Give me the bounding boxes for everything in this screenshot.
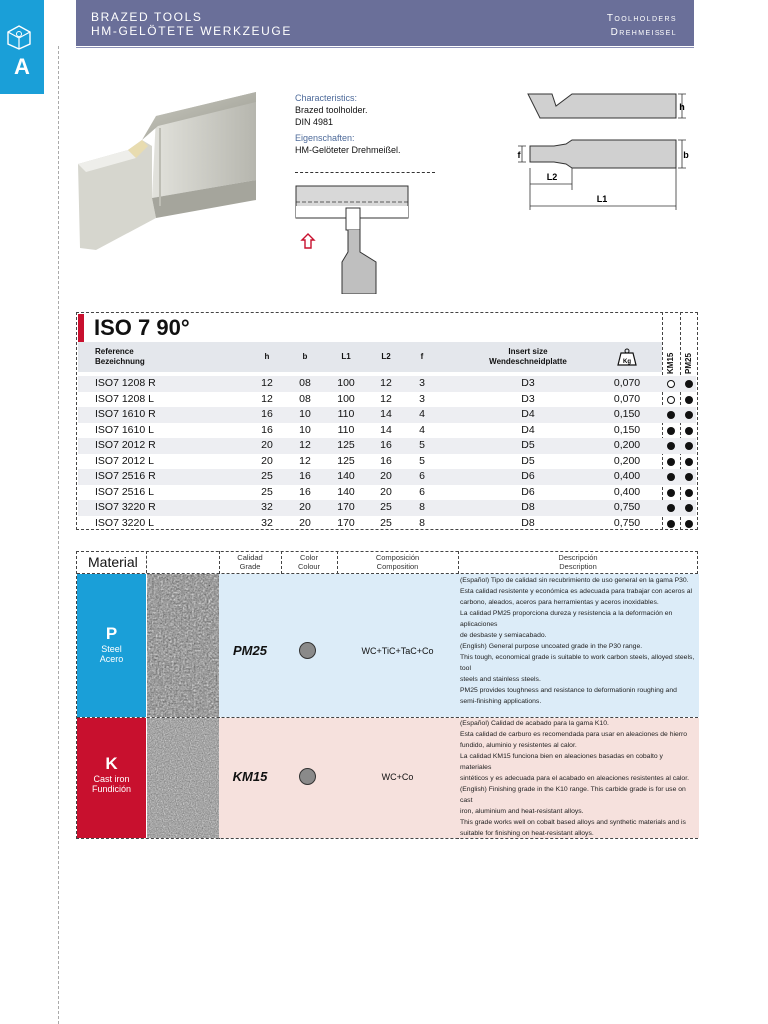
material-name-es: Fundición: [91, 784, 132, 794]
cell-l1: 125: [337, 454, 355, 467]
cell-b: 10: [299, 408, 311, 420]
cell-ref: ISO7 1208 L: [95, 392, 154, 405]
cell-l2: 25: [380, 501, 392, 513]
description-line: carbono, aleados, aceros para herramientas y aceros inoxidables.: [460, 599, 659, 606]
cell-weight: 0,750: [613, 516, 641, 529]
cell-ref: ISO7 2012 R: [95, 439, 156, 451]
cell-weight: 0,400: [613, 470, 641, 482]
cell-ref: ISO7 3220 R: [95, 501, 156, 513]
mh-composition-es: Composición: [375, 553, 420, 562]
cell-h: 25: [261, 485, 273, 498]
cell-insert: D6: [521, 470, 535, 482]
characteristics-line-1: Brazed toolholder.: [295, 105, 368, 115]
cell-weight: 0,150: [613, 423, 641, 436]
table-row: [78, 438, 696, 454]
page-header: [76, 0, 694, 46]
cell-h: 20: [261, 439, 273, 451]
cell-insert: D5: [521, 439, 535, 451]
header-category-en: Toolholders: [606, 13, 677, 24]
mh-composition-en: Composition: [376, 562, 419, 571]
cell-weight: 0,200: [613, 439, 641, 451]
margin-guide: [58, 46, 59, 1024]
dim-l1-label: L1: [596, 194, 608, 204]
pm25-availability-dot: [685, 520, 693, 528]
cell-h: 12: [261, 392, 273, 405]
cell-l2: 16: [380, 454, 392, 467]
pm25-availability-dot: [685, 380, 693, 388]
description-line: (Español) Calidad de acabado para la gama K10.: [460, 720, 609, 727]
cell-l1: 100: [337, 377, 355, 389]
header-category-de: Drehmeißel: [610, 27, 677, 38]
machining-diagram: [292, 182, 412, 294]
cell-l2: 16: [380, 439, 392, 451]
cell-f: 5: [419, 439, 425, 451]
cell-f: 3: [419, 377, 425, 389]
cell-l1: 140: [337, 470, 355, 482]
grade-pm25: PM25: [233, 643, 267, 658]
cell-ref: ISO7 3220 L: [95, 516, 154, 529]
table-row: [78, 516, 696, 532]
mh-grade-es: Calidad: [237, 553, 263, 562]
characteristics-rule: [295, 172, 435, 173]
table-row: [78, 500, 696, 516]
cell-ref: ISO7 1610 R: [95, 408, 156, 420]
material-name-en: Steel: [101, 644, 122, 654]
characteristics-line-2: DIN 4981: [295, 117, 334, 127]
th-h: h: [264, 352, 270, 361]
cast-iron-microstructure-texture: [147, 718, 219, 838]
th-km15: KM15: [666, 352, 675, 374]
th-insert-de: Wendeschneidplatte: [489, 357, 567, 366]
title-accent: [78, 314, 84, 342]
description-line: Esta calidad resistente y económica es adecuada para trabajar con aceros al: [460, 588, 692, 595]
table-row: [78, 454, 696, 470]
cell-insert: D4: [521, 408, 535, 420]
cell-weight: 0,750: [613, 501, 641, 513]
table-row: [78, 407, 696, 423]
steel-microstructure-texture: [147, 574, 219, 717]
km15-availability-dot: [667, 458, 675, 466]
mh-colour: [281, 553, 337, 571]
mh-grade: [219, 553, 281, 571]
characteristics: [295, 92, 435, 156]
description-line: sintéticos y es adecuada para el acabado en aleaciones resistentes al calor.: [460, 775, 689, 782]
cell-weight: 0,400: [613, 485, 641, 498]
dim-f-label: f: [517, 150, 521, 160]
cell-insert: D8: [521, 501, 535, 513]
description-line: La calidad KM15 funciona bien en aleaciones basadas en cobalto y materiales: [460, 753, 663, 771]
table-row: [78, 392, 696, 408]
description-line: de desbaste y semiacabado.: [460, 632, 547, 639]
cell-weight: 0,150: [613, 408, 641, 420]
material-letter-p: P: [105, 624, 118, 643]
pm25-availability-dot: [685, 458, 693, 466]
cell-h: 16: [261, 423, 273, 436]
cell-b: 16: [299, 485, 311, 498]
cell-l2: 14: [380, 423, 392, 436]
mh-grade-en: Grade: [239, 562, 261, 571]
th-b: b: [302, 352, 308, 361]
km15-availability-dot: [667, 427, 675, 435]
cell-l1: 170: [337, 516, 355, 529]
cell-b: 12: [299, 454, 311, 467]
cell-b: 20: [299, 516, 311, 529]
cell-f: 5: [419, 454, 425, 467]
cell-l2: 14: [380, 408, 392, 420]
km15-availability-dot: [667, 380, 675, 388]
dim-h-label: h: [679, 102, 685, 112]
description-line: This tough, economical grade is suitable to work carbon steels, alloyed steels, tool: [460, 654, 695, 672]
th-insert: [470, 347, 586, 367]
th-l1: L1: [341, 352, 351, 361]
cell-f: 6: [419, 485, 425, 498]
cell-f: 8: [419, 516, 425, 529]
cell-insert: D5: [521, 454, 535, 467]
cell-l2: 20: [380, 470, 392, 482]
cell-l1: 110: [337, 423, 355, 436]
characteristics-line-3: HM-Gelöteter Drehmeißel.: [295, 145, 401, 155]
material-block-cast-iron: [77, 718, 146, 838]
th-reference-de: Bezeichnung: [95, 357, 145, 366]
cell-f: 4: [419, 423, 425, 436]
cell-l1: 110: [337, 408, 355, 420]
section-letter: A: [14, 54, 30, 79]
feed-direction-icon: [302, 234, 314, 248]
km15-availability-dot: [667, 442, 675, 450]
grade-km15: KM15: [232, 769, 268, 784]
cell-b: 10: [299, 423, 311, 436]
cell-ref: ISO7 2516 R: [95, 470, 156, 482]
cell-weight: 0,070: [613, 377, 641, 389]
section-tab: [0, 0, 44, 94]
characteristics-label-en: Characteristics:: [295, 93, 358, 103]
th-pm25: PM25: [684, 353, 693, 374]
cell-b: 16: [299, 470, 311, 482]
cell-f: 4: [419, 408, 425, 420]
composition-km15: WC+Co: [381, 772, 414, 782]
table-row: [78, 423, 696, 439]
cell-h: 20: [261, 454, 273, 467]
cell-b: 08: [299, 392, 311, 405]
mh-description-en: Description: [559, 562, 597, 571]
table-row: [78, 469, 696, 485]
description-line: (Español) Tipo de calidad sin recubrimiento de uso general en la gama P30.: [460, 577, 689, 584]
header-rule: [76, 47, 694, 48]
characteristics-label-de: Eigenschaften:: [295, 133, 355, 143]
cell-insert: D8: [521, 516, 535, 529]
dimension-drawing: [512, 88, 692, 216]
header-right: [607, 12, 677, 40]
cell-l1: 140: [337, 485, 355, 498]
cell-b: 08: [299, 377, 311, 389]
pm25-availability-dot: [685, 411, 693, 419]
description-line: semi-finishing applications.: [460, 698, 542, 705]
composition-pm25: WC+TiC+TaC+Co: [361, 646, 434, 656]
description-line: iron, aluminium and heat-resistant alloys.: [460, 808, 584, 815]
product-photo: [76, 88, 256, 252]
dim-l2-label: L2: [546, 172, 558, 182]
description-line: (English) General purpose uncoated grade in the P30 range.: [460, 643, 643, 650]
cell-ref: ISO7 2516 L: [95, 485, 154, 498]
description-line: This grade works well on cobalt based alloys and synthetic materials and is: [460, 819, 686, 826]
weight-icon: [617, 347, 637, 367]
header-title-en: BRAZED TOOLS: [91, 10, 203, 24]
description-line: fundido, aluminio y resistentes al calor.: [460, 742, 577, 749]
material-header-separator: [146, 551, 147, 573]
mh-colour-es: Color: [300, 553, 318, 562]
mh-description: [458, 553, 698, 571]
cell-weight: 0,070: [613, 392, 641, 405]
pm25-availability-dot: [685, 427, 693, 435]
km15-availability-dot: [667, 504, 675, 512]
mh-colour-en: Colour: [297, 562, 321, 571]
cell-l1: 125: [337, 439, 355, 451]
cell-f: 3: [419, 392, 425, 405]
km15-availability-dot: [667, 411, 675, 419]
th-reference: [95, 347, 145, 367]
cell-h: 16: [261, 408, 273, 420]
table-row: [78, 376, 696, 392]
cell-h: 25: [261, 470, 273, 482]
description-line: (English) Finishing grade in the K10 range. This carbide grade is for use on cast: [460, 786, 686, 804]
material-block-steel: [77, 574, 146, 717]
cell-insert: D3: [521, 377, 535, 389]
cell-b: 20: [299, 501, 311, 513]
pm25-availability-dot: [685, 473, 693, 481]
material-title: Material: [88, 554, 138, 570]
km15-availability-dot: [667, 489, 675, 497]
description-pm25: [460, 575, 696, 707]
km15-availability-dot: [667, 396, 675, 404]
cell-h: 32: [261, 516, 273, 529]
cell-l2: 12: [380, 392, 392, 405]
material-name-en: Cast iron: [93, 774, 130, 784]
table-title: ISO 7 90°: [94, 315, 190, 340]
pm25-availability-dot: [685, 396, 693, 404]
pm25-availability-dot: [685, 442, 693, 450]
km15-availability-dot: [667, 520, 675, 528]
cell-ref: ISO7 1208 R: [95, 377, 156, 389]
cell-f: 6: [419, 470, 425, 482]
th-l2: L2: [381, 352, 391, 361]
description-line: PM25 provides toughness and resistance to deformationin roughing and: [460, 687, 677, 694]
table-row: [78, 485, 696, 501]
cell-h: 12: [261, 377, 273, 389]
cube-tool-icon: [6, 24, 32, 50]
description-line: steels and stainless steels.: [460, 676, 541, 683]
header-left: [91, 10, 292, 38]
th-reference-en: Reference: [95, 347, 134, 356]
cell-l1: 100: [337, 392, 355, 405]
material-name-es: Acero: [99, 654, 124, 664]
mh-composition: [337, 553, 458, 571]
mh-description-es: Descripción: [558, 553, 598, 562]
material-letter-k: K: [105, 754, 118, 773]
cell-l2: 12: [380, 377, 392, 389]
grade-colour-swatch: [299, 642, 316, 659]
cell-insert: D4: [521, 423, 535, 436]
weight-icon-label: Kg: [623, 359, 631, 365]
description-km15: [460, 718, 696, 839]
cell-l2: 25: [380, 516, 392, 529]
cell-l1: 170: [337, 501, 355, 513]
cell-insert: D3: [521, 392, 535, 405]
pm25-availability-dot: [685, 504, 693, 512]
cell-insert: D6: [521, 485, 535, 498]
description-line: La calidad PM25 proporciona dureza y resistencia a la deformación en aplicaciones: [460, 610, 673, 628]
cell-h: 32: [261, 501, 273, 513]
cell-l2: 20: [380, 485, 392, 498]
cell-ref: ISO7 1610 L: [95, 423, 154, 436]
cell-f: 8: [419, 501, 425, 513]
km15-availability-dot: [667, 473, 675, 481]
cell-b: 12: [299, 439, 311, 451]
dim-b-label: b: [683, 150, 689, 160]
description-line: suitable for finishing on heat-resistant alloys.: [460, 830, 594, 837]
th-insert-en: Insert size: [508, 347, 548, 356]
pm25-availability-dot: [685, 489, 693, 497]
cell-weight: 0,200: [613, 454, 641, 467]
description-line: Esta calidad de carburo es recomendada para usar en aleaciones de hierro: [460, 731, 688, 738]
th-f: f: [420, 352, 424, 361]
header-title-de: HM-GELÖTETE WERKZEUGE: [91, 24, 292, 38]
cell-ref: ISO7 2012 L: [95, 454, 154, 467]
grade-colour-swatch: [299, 768, 316, 785]
